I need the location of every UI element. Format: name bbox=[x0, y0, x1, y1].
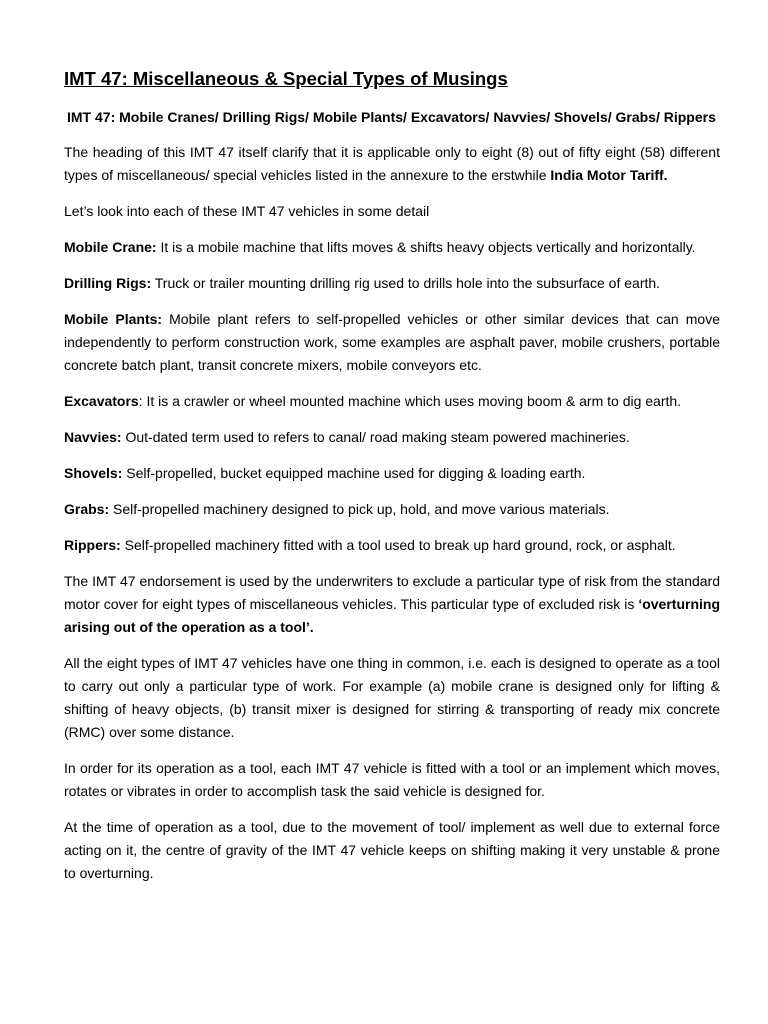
endorsement-paragraph bbox=[64, 570, 720, 639]
definition-text: Self-propelled machinery fitted with a tool used to break up hard ground, rock, or asphalt. bbox=[120, 537, 676, 553]
body-paragraph-tool: In order for its operation as a tool, each IMT 47 vehicle is fitted with a tool or an implement which moves, rotates or vibrates in order to accomplish task the said vehicle is designed for. bbox=[64, 760, 720, 799]
definition-term: Mobile Plants: bbox=[64, 311, 163, 327]
definition-term: Navvies: bbox=[64, 429, 122, 445]
document-subtitle: IMT 47: Mobile Cranes/ Drilling Rigs/ Mobile Plants/ Excavators/ Navvies/ Shovels/ Grabs/ Rippers bbox=[67, 109, 716, 125]
definition-text: Mobile plant refers to self-propelled vehicles or other similar devices that can move independently to perform construction work, some examples are asphalt paver, mobile crushers, portable concrete batch plant, transit concrete mixers, mobile conveyors etc. bbox=[64, 311, 720, 373]
definition-excavators bbox=[64, 390, 720, 413]
definition-text: Out-dated term used to refers to canal/ road making steam powered machineries. bbox=[121, 429, 630, 445]
intro-text: The heading of this IMT 47 itself clarify that it is applicable only to eight (8) out of fifty eight (58) different types of miscellaneous/ special vehicles listed in the annexure to the erstwhile bbox=[64, 144, 720, 183]
definition-text: Truck or trailer mounting drilling rig used to drills hole into the subsurface of earth. bbox=[151, 275, 661, 291]
body-paragraph-overturning: At the time of operation as a tool, due to the movement of tool/ implement as well due to external force acting on it, the centre of gravity of the IMT 47 vehicle keeps on shifting making it very unstable & prone to overturning. bbox=[64, 819, 720, 881]
body-paragraph-common: All the eight types of IMT 47 vehicles have one thing in common, i.e. each is designed to operate as a tool to carry out only a particular type of work. For example (a) mobile crane is designed only for lifting & shifting of heavy objects, (b) transit mixer is designed for stirring & transporting of ready mix concrete (RMC) over some distance. bbox=[64, 655, 720, 740]
definition-rippers bbox=[64, 534, 720, 557]
definition-mobile-plants bbox=[64, 308, 720, 377]
definition-mobile-crane bbox=[64, 236, 720, 259]
definition-term: Grabs: bbox=[64, 501, 110, 517]
definition-text: : It is a crawler or wheel mounted machine which uses moving boom & arm to dig earth. bbox=[138, 393, 682, 409]
definition-term: Drilling Rigs: bbox=[64, 275, 152, 291]
definition-grabs bbox=[64, 498, 720, 521]
definition-navvies bbox=[64, 426, 720, 449]
definition-text: Self-propelled machinery designed to pick up, hold, and move various materials. bbox=[109, 501, 610, 517]
endorsement-text: The IMT 47 endorsement is used by the underwriters to exclude a particular type of risk from the standard motor cover for eight types of miscellaneous vehicles. This particular type of excluded risk is bbox=[64, 573, 720, 612]
lead-paragraph: Let’s look into each of these IMT 47 vehicles in some detail bbox=[64, 203, 430, 219]
definition-term: Mobile Crane: bbox=[64, 239, 157, 255]
definition-term: Shovels: bbox=[64, 465, 123, 481]
definition-drilling-rigs bbox=[64, 272, 720, 295]
document-title: IMT 47: Miscellaneous & Special Types of Musings bbox=[64, 68, 508, 89]
definition-shovels bbox=[64, 462, 720, 485]
definition-term: Excavators bbox=[64, 393, 139, 409]
definition-text: It is a mobile machine that lifts moves & shifts heavy objects vertically and horizontally. bbox=[156, 239, 696, 255]
endorsement-bold: ‘overturning arising out of the operation as a tool’. bbox=[64, 596, 720, 635]
intro-bold: India Motor Tariff. bbox=[550, 167, 668, 183]
definition-text: Self-propelled, bucket equipped machine used for digging & loading earth. bbox=[122, 465, 586, 481]
intro-paragraph bbox=[64, 141, 720, 187]
definition-term: Rippers: bbox=[64, 537, 121, 553]
